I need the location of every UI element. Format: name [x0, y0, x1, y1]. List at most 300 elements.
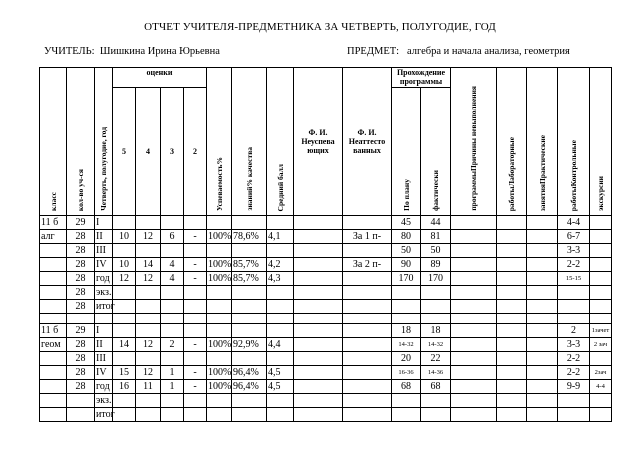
cell-lab [497, 380, 527, 394]
cell-prichiny [451, 300, 497, 314]
cell-grade-5 [113, 244, 136, 258]
cell-grade-5 [113, 286, 136, 300]
cell-kach [232, 244, 267, 258]
cell-klass: алг [40, 230, 67, 244]
cell-period: итог [96, 301, 115, 312]
cell-klass [40, 352, 67, 366]
cell-uspev: 100% [208, 339, 232, 350]
cell-spacer [40, 314, 67, 324]
cell-grade-3: 1 [161, 380, 184, 394]
cell-lab [497, 286, 527, 300]
cell-prichiny [451, 338, 497, 352]
cell-klass [40, 272, 67, 286]
cell-klass [40, 380, 67, 394]
cell-plan: 45 [392, 216, 421, 230]
cell-kach [232, 286, 267, 300]
cell-fakt: 50 [421, 244, 451, 258]
cell-sred: 4,5 [267, 366, 294, 380]
col-header-kolvo: кол-во уч-ся [67, 68, 95, 216]
cell-grade-5: 10 [113, 258, 136, 272]
cell-spacer [267, 314, 294, 324]
cell-fakt [421, 408, 451, 422]
cell-sred: 4,1 [267, 230, 294, 244]
teacher-line [44, 46, 220, 57]
cell-sred [267, 324, 294, 338]
cell-grade-5 [113, 408, 136, 422]
cell-grade-4 [136, 394, 161, 408]
cell-kontr: 2-2 [558, 352, 590, 366]
cell-exk [590, 258, 612, 272]
cell-prichiny [451, 286, 497, 300]
col-header-kontr: работыКонтрольные [558, 68, 590, 216]
cell-plan: 18 [392, 324, 421, 338]
cell-period: II [95, 230, 113, 244]
cell-grade-3 [161, 286, 184, 300]
cell-count: 28 [67, 230, 95, 244]
cell-plan: 16-36 [392, 366, 421, 380]
cell-grade-2 [184, 286, 207, 300]
cell-spacer [136, 314, 161, 324]
subject-line [347, 46, 570, 57]
cell-uspev [207, 394, 232, 408]
cell-fakt: 44 [421, 216, 451, 230]
cell-prakt [527, 380, 558, 394]
cell-klass [40, 366, 67, 380]
col-header-g3: 3 [161, 87, 184, 215]
cell-prakt [527, 408, 558, 422]
cell-uspev [207, 352, 232, 366]
table-row [40, 380, 612, 394]
col-header-period: Четверть, полугодие, год [95, 68, 113, 216]
cell-kontr: 3-3 [558, 338, 590, 352]
cell-fakt: 18 [421, 324, 451, 338]
cell-klass: 11 б [40, 324, 67, 338]
cell-neusp [294, 394, 343, 408]
cell-plan: 80 [392, 230, 421, 244]
table-row [40, 324, 612, 338]
cell-spacer [207, 314, 232, 324]
cell-count: 28 [67, 244, 95, 258]
cell-plan: 50 [392, 244, 421, 258]
cell-prakt [527, 366, 558, 380]
cell-prakt [527, 258, 558, 272]
cell-grade-4: 12 [136, 366, 161, 380]
cell-neusp [294, 286, 343, 300]
cell-exk [590, 216, 612, 230]
cell-count [67, 408, 95, 422]
table-row [40, 216, 612, 230]
cell-klass [40, 258, 67, 272]
cell-uspev: 100% [208, 259, 232, 270]
cell-grade-5: 16 [113, 380, 136, 394]
cell-prakt [527, 272, 558, 286]
cell-kach: 85,7% [232, 272, 267, 286]
cell-spacer [558, 314, 590, 324]
cell-uspev [207, 408, 232, 422]
cell-count: 28 [67, 366, 95, 380]
cell-neatt [343, 366, 392, 380]
cell-lab [497, 216, 527, 230]
cell-prakt [527, 352, 558, 366]
cell-sred [267, 408, 294, 422]
cell-grade-4: 12 [136, 338, 161, 352]
cell-klass [40, 408, 67, 422]
cell-grade-4 [136, 352, 161, 366]
cell-prichiny [451, 366, 497, 380]
cell-klass: 11 б [40, 216, 67, 230]
cell-plan [392, 394, 421, 408]
cell-uspev: 100% [208, 381, 232, 392]
cell-lab [497, 394, 527, 408]
cell-kach [232, 408, 267, 422]
cell-fakt [421, 394, 451, 408]
cell-uspev [207, 216, 232, 230]
cell-grade-4 [136, 244, 161, 258]
col-header-ocenki: оценки [113, 68, 207, 88]
cell-grade-3: 4 [161, 258, 184, 272]
cell-neusp [294, 366, 343, 380]
table-row [40, 408, 612, 422]
col-header-klass: класс [40, 68, 67, 216]
col-header-prohozh: Прохождение программы [392, 68, 451, 88]
cell-lab [497, 324, 527, 338]
table-row [40, 286, 612, 300]
cell-grade-5: 10 [113, 230, 136, 244]
cell-prichiny [451, 244, 497, 258]
cell-kontr [558, 394, 590, 408]
cell-kontr [558, 300, 590, 314]
cell-exk: 2 зач [590, 338, 612, 352]
cell-klass: геом [40, 338, 67, 352]
cell-count: 29 [67, 324, 95, 338]
cell-neusp [294, 324, 343, 338]
cell-period: год [95, 380, 113, 394]
cell-exk [590, 300, 612, 314]
cell-kach: 92,9% [232, 338, 267, 352]
cell-kontr [558, 286, 590, 300]
col-header-fakt: фактически [421, 87, 451, 215]
cell-neusp [294, 272, 343, 286]
cell-grade-5 [113, 352, 136, 366]
cell-prichiny [451, 258, 497, 272]
cell-neatt [343, 244, 392, 258]
cell-period: год [95, 272, 113, 286]
teacher-name: Шишкина Ирина Юрьевна [99, 46, 220, 57]
cell-prichiny [451, 380, 497, 394]
col-header-neatt: Ф. И. Неаттесто ванных [343, 68, 392, 216]
cell-grade-2: - [184, 366, 207, 380]
cell-neatt [343, 324, 392, 338]
cell-prichiny [451, 352, 497, 366]
cell-grade-2: - [184, 258, 207, 272]
cell-neusp [294, 300, 343, 314]
cell-plan [392, 408, 421, 422]
cell-prakt [527, 300, 558, 314]
cell-grade-2 [184, 324, 207, 338]
cell-kontr: 2 [558, 324, 590, 338]
cell-grade-2: - [184, 338, 207, 352]
cell-spacer [343, 314, 392, 324]
cell-neatt [343, 380, 392, 394]
cell-period: IV [95, 366, 113, 380]
cell-exk [590, 352, 612, 366]
cell-lab [497, 338, 527, 352]
cell-neusp [294, 408, 343, 422]
subject-value: алгебра и начала анализа, геометрия [406, 46, 570, 57]
cell-prichiny [451, 230, 497, 244]
cell-grade-3: 1 [161, 366, 184, 380]
cell-grade-5: 12 [113, 272, 136, 286]
cell-period: III [95, 352, 113, 366]
cell-plan: 90 [392, 258, 421, 272]
cell-sred [267, 394, 294, 408]
cell-prakt [527, 244, 558, 258]
table-row [40, 230, 612, 244]
cell-grade-5 [113, 324, 136, 338]
cell-grade-3: 6 [161, 230, 184, 244]
cell-kontr: 2-2 [558, 366, 590, 380]
cell-grade-4 [136, 216, 161, 230]
cell-uspev: 100% [208, 367, 232, 378]
cell-spacer [497, 314, 527, 324]
section-spacer [40, 314, 612, 324]
cell-grade-4: 12 [136, 230, 161, 244]
cell-spacer [451, 314, 497, 324]
cell-prichiny [451, 324, 497, 338]
cell-neusp [294, 380, 343, 394]
table-row [40, 394, 612, 408]
cell-fakt: 170 [421, 272, 451, 286]
cell-prakt [527, 286, 558, 300]
cell-grade-2 [184, 408, 207, 422]
cell-grade-5: 15 [113, 366, 136, 380]
cell-klass [40, 394, 67, 408]
cell-sred [267, 244, 294, 258]
cell-count: 28 [67, 258, 95, 272]
table-row [40, 352, 612, 366]
cell-spacer [590, 314, 612, 324]
cell-exk: 1зачет [590, 324, 612, 338]
cell-count: 28 [67, 380, 95, 394]
cell-fakt [421, 286, 451, 300]
table-row [40, 244, 612, 258]
cell-count: 29 [67, 216, 95, 230]
cell-kontr: 15-15 [558, 272, 590, 286]
cell-spacer [161, 314, 184, 324]
cell-lab [497, 272, 527, 286]
cell-kach: 96,4% [232, 366, 267, 380]
cell-sred: 4,2 [267, 258, 294, 272]
cell-grade-4 [136, 300, 161, 314]
cell-uspev [207, 300, 232, 314]
cell-plan: 170 [392, 272, 421, 286]
cell-neatt [343, 286, 392, 300]
col-header-kach: знаний% качества [232, 68, 267, 216]
cell-count [67, 394, 95, 408]
cell-plan [392, 300, 421, 314]
cell-neatt [343, 300, 392, 314]
report-title: ОТЧЕТ УЧИТЕЛЯ-ПРЕДМЕТНИКА ЗА ЧЕТВЕРТЬ, ПОЛУГОДИЕ, ГОД [144, 21, 496, 33]
cell-neatt [343, 408, 392, 422]
cell-exk: 4-4 [590, 380, 612, 394]
cell-period: I [95, 324, 113, 338]
cell-prakt [527, 230, 558, 244]
cell-sred: 4,4 [267, 338, 294, 352]
cell-exk: 2зач [590, 366, 612, 380]
col-header-prakt: занятияПрактические [527, 68, 558, 216]
cell-fakt: 14-32 [421, 338, 451, 352]
col-header-g2: 2 [184, 87, 207, 215]
col-header-g5: 5 [113, 87, 136, 215]
cell-grade-4 [136, 286, 161, 300]
cell-neatt [343, 352, 392, 366]
table-row [40, 300, 612, 314]
col-header-sred: Средний балл [267, 68, 294, 216]
cell-grade-3 [161, 352, 184, 366]
cell-uspev: 100% [208, 273, 232, 284]
cell-grade-3 [161, 408, 184, 422]
cell-grade-4: 12 [136, 272, 161, 286]
cell-grade-3 [161, 394, 184, 408]
subject-label: ПРЕДМЕТ: [347, 46, 400, 57]
cell-spacer [392, 314, 421, 324]
cell-neusp [294, 216, 343, 230]
cell-uspev [207, 286, 232, 300]
table-row [40, 258, 612, 272]
cell-count: 28 [67, 272, 95, 286]
cell-kach [232, 352, 267, 366]
cell-fakt [421, 300, 451, 314]
cell-prakt [527, 338, 558, 352]
cell-spacer [294, 314, 343, 324]
cell-kach: 78,6% [232, 230, 267, 244]
cell-sred [267, 286, 294, 300]
cell-grade-4 [136, 408, 161, 422]
cell-period: итог [96, 409, 115, 420]
col-header-uspev: Успеваемость% [207, 68, 232, 216]
cell-exk [590, 286, 612, 300]
col-header-g4: 4 [136, 87, 161, 215]
cell-plan: 14-32 [392, 338, 421, 352]
cell-prichiny [451, 408, 497, 422]
cell-kontr: 9-9 [558, 380, 590, 394]
cell-exk [590, 244, 612, 258]
cell-fakt: 81 [421, 230, 451, 244]
cell-kontr: 3-3 [558, 244, 590, 258]
cell-grade-2: - [184, 380, 207, 394]
cell-period: III [95, 244, 113, 258]
cell-lab [497, 300, 527, 314]
cell-kach [232, 324, 267, 338]
cell-plan [392, 286, 421, 300]
cell-grade-2 [184, 300, 207, 314]
cell-neusp [294, 244, 343, 258]
cell-neatt [343, 394, 392, 408]
cell-grade-2 [184, 394, 207, 408]
cell-lab [497, 244, 527, 258]
cell-grade-4: 11 [136, 380, 161, 394]
cell-grade-2 [184, 352, 207, 366]
cell-plan: 20 [392, 352, 421, 366]
cell-count: 28 [67, 286, 95, 300]
cell-spacer [232, 314, 267, 324]
cell-exk [590, 394, 612, 408]
cell-neatt: За 1 п- [343, 230, 392, 244]
cell-kontr: 4-4 [558, 216, 590, 230]
cell-count: 28 [67, 300, 95, 314]
cell-sred: 4,5 [267, 380, 294, 394]
cell-exk [590, 272, 612, 286]
cell-grade-2 [184, 244, 207, 258]
col-header-prichiny: программыПричины невыполнения [451, 68, 497, 216]
cell-lab [497, 258, 527, 272]
teacher-label: УЧИТЕЛЬ: [44, 46, 95, 57]
cell-grade-2: - [184, 230, 207, 244]
cell-neatt [343, 216, 392, 230]
table-row [40, 338, 612, 352]
cell-grade-5 [113, 216, 136, 230]
cell-fakt: 68 [421, 380, 451, 394]
cell-kach: 96,4% [232, 380, 267, 394]
cell-lab [497, 230, 527, 244]
cell-uspev: 100% [208, 231, 232, 242]
cell-neatt: За 2 п- [343, 258, 392, 272]
cell-uspev [207, 324, 232, 338]
cell-sred [267, 216, 294, 230]
cell-grade-5 [113, 394, 136, 408]
cell-count: 28 [67, 338, 95, 352]
cell-fakt: 89 [421, 258, 451, 272]
cell-fakt: 22 [421, 352, 451, 366]
cell-sred: 4,3 [267, 272, 294, 286]
header-row-top [40, 68, 612, 88]
cell-grade-2: - [184, 272, 207, 286]
cell-grade-3 [161, 216, 184, 230]
cell-lab [497, 366, 527, 380]
cell-kach: 85,7% [232, 258, 267, 272]
cell-grade-3 [161, 244, 184, 258]
cell-neusp [294, 258, 343, 272]
cell-neusp [294, 230, 343, 244]
cell-sred [267, 300, 294, 314]
cell-kach [232, 300, 267, 314]
cell-spacer [67, 314, 95, 324]
cell-fakt: 14-36 [421, 366, 451, 380]
cell-kontr: 6-7 [558, 230, 590, 244]
cell-grade-3: 4 [161, 272, 184, 286]
cell-prichiny [451, 216, 497, 230]
cell-lab [497, 352, 527, 366]
cell-neusp [294, 338, 343, 352]
cell-grade-3 [161, 300, 184, 314]
cell-kach [232, 394, 267, 408]
cell-prichiny [451, 394, 497, 408]
cell-spacer [95, 314, 113, 324]
cell-spacer [421, 314, 451, 324]
cell-prakt [527, 324, 558, 338]
cell-sred [267, 352, 294, 366]
cell-count: 28 [67, 352, 95, 366]
cell-spacer [184, 314, 207, 324]
col-header-plan: По плану [392, 87, 421, 215]
cell-prakt [527, 394, 558, 408]
cell-neusp [294, 352, 343, 366]
cell-exk [590, 408, 612, 422]
col-header-lab: работыЛабораторные [497, 68, 527, 216]
cell-period: II [95, 338, 113, 352]
cell-period: I [95, 216, 113, 230]
cell-grade-3 [161, 324, 184, 338]
